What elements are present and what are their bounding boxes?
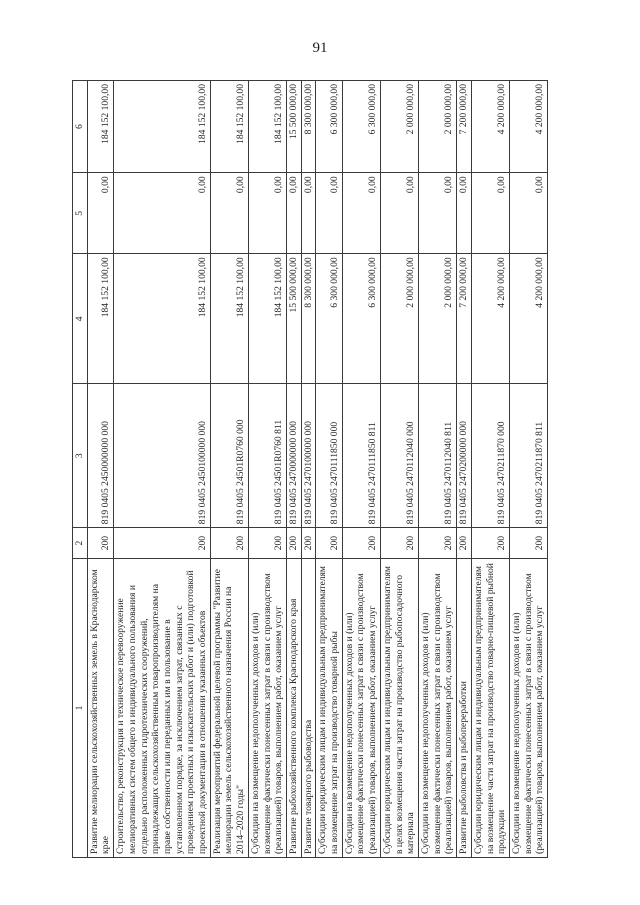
row-sum-4: 15 500 000,00 [286, 254, 301, 384]
row-code: 200 [248, 528, 286, 559]
row-code: 200 [316, 528, 342, 559]
table-row [87, 81, 113, 858]
row-sum-6: 2 000 000,00 [380, 81, 418, 173]
table-row [248, 81, 286, 858]
row-kbk: 819 0405 24501R0760 000 [210, 384, 248, 528]
row-sum-6: 184 152 100,00 [114, 81, 211, 173]
row-kbk: 819 0405 2450100000 000 [114, 384, 211, 528]
row-code: 200 [509, 528, 547, 559]
row-name: Развитие товарного рыбоводства [301, 558, 316, 857]
row-sum-6: 6 300 000,00 [342, 81, 380, 173]
row-sum-5: 0,00 [286, 173, 301, 254]
row-name: Субсидии на возмещение недополученных доходов и (или) возмещение фактически понесенных затрат в связи с производством (реализацией) товаров, выполнением работ, оказанием услуг [342, 558, 380, 857]
table-row [286, 81, 301, 858]
column-number-row [73, 81, 88, 858]
column-header: 4 [73, 254, 88, 384]
row-name: Субсидии на возмещение недополученных доходов и (или) возмещение фактически понесенных затрат в связи с производством (реализацией) товаров, выполнением работ, оказанием услуг [248, 558, 286, 857]
row-code: 200 [114, 528, 211, 559]
row-kbk: 819 0405 2470112040 000 [380, 384, 418, 528]
row-sum-5: 0,00 [210, 173, 248, 254]
row-name: Строительство, реконструкция и техническое перевооружение мелиоративных систем общего и индивидуального пользования и отдельно расположенных гидротехнических сооружений, принадлежащих сельскохозяйственным товаропроизводителям на праве собственности или переданных им в пользование в установленном порядке, за исключением затрат, связанных с проведением проектных и изыскательских работ и (или) подготовкой проектной документации в отношении указанных объектов [114, 558, 211, 857]
rotated-table-wrapper [72, 80, 544, 858]
row-sum-6: 2 000 000,00 [418, 81, 456, 173]
table-row [380, 81, 418, 858]
row-code: 200 [286, 528, 301, 559]
row-code: 200 [471, 528, 509, 559]
row-sum-5: 0,00 [248, 173, 286, 254]
row-code: 200 [342, 528, 380, 559]
row-sum-5: 0,00 [342, 173, 380, 254]
table-row [114, 81, 211, 858]
row-kbk: 819 0405 2450000000 000 [87, 384, 113, 528]
row-code: 200 [457, 528, 472, 559]
page-number: 91 [312, 40, 328, 56]
row-sum-5: 0,00 [509, 173, 547, 254]
row-name: Развитие рыболовства и рыбопереработки [457, 558, 472, 857]
row-sum-5: 0,00 [457, 173, 472, 254]
table-row [210, 81, 248, 858]
row-sum-6: 4 200 000,00 [509, 81, 547, 173]
row-sum-6: 184 152 100,00 [87, 81, 113, 173]
row-sum-5: 0,00 [87, 173, 113, 254]
row-sum-4: 184 152 100,00 [114, 254, 211, 384]
row-sum-4: 4 200 000,00 [471, 254, 509, 384]
row-sum-4: 2 000 000,00 [418, 254, 456, 384]
table-row [471, 81, 509, 858]
row-sum-4: 184 152 100,00 [248, 254, 286, 384]
row-sum-6: 15 500 000,00 [286, 81, 301, 173]
row-kbk: 819 0405 2470000000 000 [286, 384, 301, 528]
row-sum-6: 184 152 100,00 [248, 81, 286, 173]
row-sum-5: 0,00 [114, 173, 211, 254]
column-header: 3 [73, 384, 88, 528]
row-sum-4: 4 200 000,00 [509, 254, 547, 384]
row-kbk: 819 0405 2470100000 000 [301, 384, 316, 528]
row-code: 200 [301, 528, 316, 559]
row-code: 200 [380, 528, 418, 559]
table-row [509, 81, 547, 858]
row-sum-5: 0,00 [301, 173, 316, 254]
table-row [418, 81, 456, 858]
row-sum-6: 6 300 000,00 [316, 81, 342, 173]
row-sum-4: 184 152 100,00 [87, 254, 113, 384]
row-name: Субсидии на возмещение недополученных доходов и (или) возмещение фактически понесенных затрат в связи с производством (реализацией) товаров, выполнением работ, оказанием услуг [509, 558, 547, 857]
row-sum-4: 6 300 000,00 [316, 254, 342, 384]
table-row [301, 81, 316, 858]
row-name: Реализация мероприятий федеральной целевой программы "Развитие мелиорации земель сельскохозяйственного назначения России на 2014–2020 годы" [210, 558, 248, 857]
row-sum-5: 0,00 [380, 173, 418, 254]
row-name: Субсидии юридическим лицам и индивидуальным предпринимателям в целях возмещения части затрат на производство рыбопосадочного материала [380, 558, 418, 857]
row-sum-5: 0,00 [471, 173, 509, 254]
row-sum-6: 184 152 100,00 [210, 81, 248, 173]
row-sum-6: 8 300 000,00 [301, 81, 316, 173]
row-sum-4: 184 152 100,00 [210, 254, 248, 384]
row-name: Развитие рыбохозяйственного комплекса Краснодарского края [286, 558, 301, 857]
row-kbk: 819 0405 2470111850 000 [316, 384, 342, 528]
row-sum-4: 7 200 000,00 [457, 254, 472, 384]
row-sum-4: 2 000 000,00 [380, 254, 418, 384]
row-kbk: 819 0405 2470211870 000 [471, 384, 509, 528]
row-code: 200 [87, 528, 113, 559]
column-header: 5 [73, 173, 88, 254]
table-row [457, 81, 472, 858]
row-name: Субсидии на возмещение недополученных доходов и (или) возмещение фактически понесенных затрат в связи с производством (реализацией) товаров, выполнением работ, оказанием услуг [418, 558, 456, 857]
row-name: Развитие мелиорации сельскохозяйственных земель в Краснодарском крае [87, 558, 113, 857]
row-name: Субсидии юридическим лицам и индивидуальным предпринимателям на возмещение части затрат на производство товарно-пищевой рыбной продукции [471, 558, 509, 857]
row-sum-5: 0,00 [316, 173, 342, 254]
row-code: 200 [210, 528, 248, 559]
table-row [342, 81, 380, 858]
budget-table [72, 80, 548, 858]
row-kbk: 819 0405 2470112040 811 [418, 384, 456, 528]
row-sum-4: 8 300 000,00 [301, 254, 316, 384]
column-header: 1 [73, 558, 88, 857]
row-kbk: 819 0405 2470200000 000 [457, 384, 472, 528]
row-kbk: 819 0405 24501R0760 811 [248, 384, 286, 528]
column-header: 6 [73, 81, 88, 173]
row-sum-5: 0,00 [418, 173, 456, 254]
row-sum-4: 6 300 000,00 [342, 254, 380, 384]
row-sum-6: 7 200 000,00 [457, 81, 472, 173]
row-kbk: 819 0405 2470111850 811 [342, 384, 380, 528]
row-name: Субсидии юридическим лицам и индивидуальным предпринимателям на возмещение затрат на производство товарной рыбы [316, 558, 342, 857]
table-row [316, 81, 342, 858]
row-sum-6: 4 200 000,00 [471, 81, 509, 173]
row-code: 200 [418, 528, 456, 559]
row-kbk: 819 0405 2470211870 811 [509, 384, 547, 528]
column-header: 2 [73, 528, 88, 559]
